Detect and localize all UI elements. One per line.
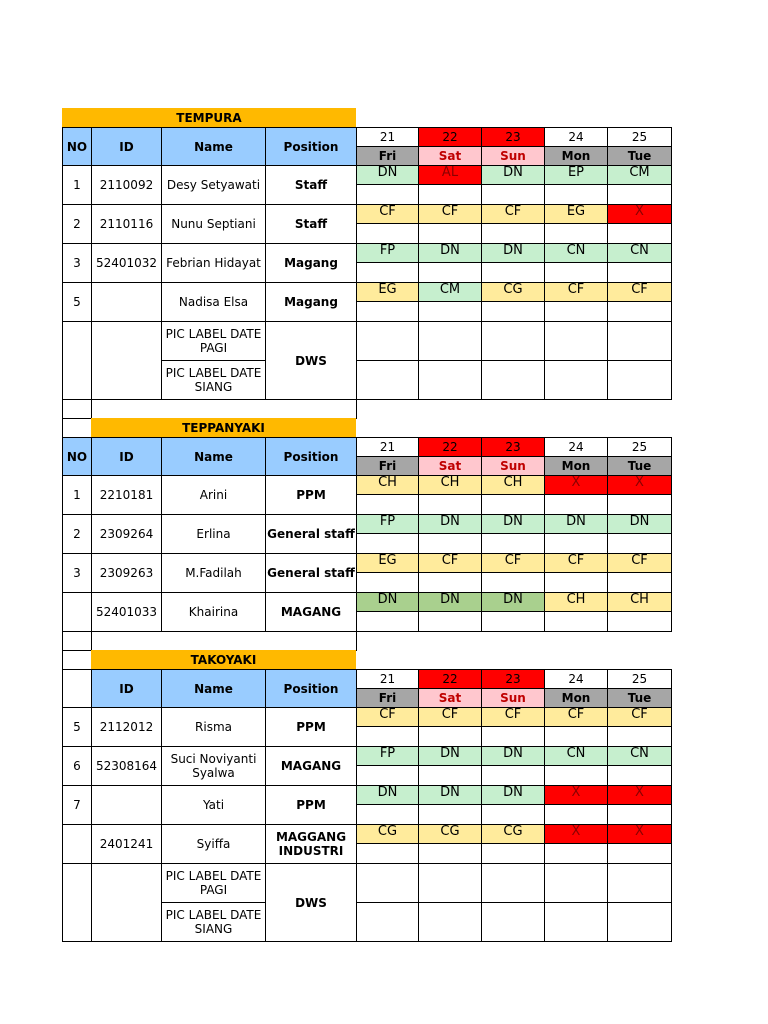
row-no[interactable] — [62, 592, 92, 632]
shift-note-cell[interactable] — [607, 223, 672, 244]
shift-cell[interactable]: CF — [544, 282, 608, 302]
shift-cell[interactable]: CF — [607, 707, 672, 727]
date-22: 22 — [418, 669, 482, 689]
employee-position[interactable]: PPM — [265, 785, 357, 825]
employee-position[interactable]: MAGANG — [265, 746, 357, 786]
shift-note-cell[interactable] — [544, 726, 608, 747]
employee-id[interactable]: 2110092 — [91, 165, 162, 205]
shift-note-cell[interactable] — [418, 494, 482, 515]
employee-name[interactable]: Nunu Septiani — [161, 204, 266, 244]
shift-note-cell[interactable] — [356, 611, 419, 632]
shift-note-cell[interactable] — [544, 804, 608, 825]
employee-position[interactable]: Magang — [265, 282, 357, 322]
empty-cell[interactable] — [62, 418, 92, 438]
shift-note-cell[interactable] — [418, 262, 482, 283]
shift-cell[interactable]: CF — [418, 553, 482, 573]
employee-position[interactable]: Staff — [265, 204, 357, 244]
shift-note-cell[interactable] — [544, 572, 608, 593]
day-sun: Sun — [481, 456, 545, 476]
dws-cell[interactable] — [481, 321, 545, 361]
shift-cell[interactable]: CN — [607, 746, 672, 766]
day-fri: Fri — [356, 456, 419, 476]
employee-name[interactable]: Risma — [161, 707, 266, 747]
employee-id[interactable] — [91, 282, 162, 322]
shift-note-cell[interactable] — [544, 611, 608, 632]
shift-cell[interactable]: DN — [418, 746, 482, 766]
employee-position[interactable]: Magang — [265, 243, 357, 283]
empty-cell[interactable] — [91, 321, 162, 400]
day-sat: Sat — [418, 688, 482, 708]
shift-note-cell[interactable] — [481, 804, 545, 825]
shift-note-cell[interactable] — [356, 223, 419, 244]
date-24: 24 — [544, 437, 608, 457]
day-mon: Mon — [544, 688, 608, 708]
day-tue: Tue — [607, 688, 672, 708]
day-sat: Sat — [418, 456, 482, 476]
dws-cell[interactable] — [418, 360, 482, 400]
dws-cell[interactable] — [607, 902, 672, 942]
shift-note-cell[interactable] — [544, 262, 608, 283]
shift-cell[interactable]: FP — [356, 243, 419, 263]
shift-cell[interactable]: FP — [356, 514, 419, 534]
row-no[interactable]: 5 — [62, 707, 92, 747]
section-title: TAKOYAKI — [91, 650, 356, 669]
employee-id[interactable]: 2309264 — [91, 514, 162, 554]
shift-note-cell[interactable] — [356, 533, 419, 554]
dws-cell[interactable] — [481, 863, 545, 903]
shift-cell[interactable]: CG — [418, 824, 482, 844]
dws-label: DWS — [265, 863, 357, 942]
employee-id[interactable]: 2309263 — [91, 553, 162, 593]
employee-position[interactable]: General staff — [265, 514, 357, 554]
shift-note-cell[interactable] — [418, 301, 482, 322]
shift-cell[interactable]: CM — [418, 282, 482, 302]
name-header: Name — [161, 127, 266, 166]
shift-cell[interactable]: DN — [418, 785, 482, 805]
date-25: 25 — [607, 127, 672, 147]
employee-name[interactable]: Erlina — [161, 514, 266, 554]
shift-cell[interactable]: CF — [418, 204, 482, 224]
day-sun: Sun — [481, 688, 545, 708]
shift-cell[interactable]: CN — [544, 746, 608, 766]
row-no[interactable]: 1 — [62, 475, 92, 515]
date-24: 24 — [544, 127, 608, 147]
shift-cell[interactable]: DN — [481, 243, 545, 263]
empty-cell[interactable] — [62, 650, 92, 670]
employee-id[interactable] — [91, 785, 162, 825]
shift-note-cell[interactable] — [544, 223, 608, 244]
shift-note-cell[interactable] — [607, 572, 672, 593]
day-mon: Mon — [544, 146, 608, 166]
dws-cell[interactable] — [418, 863, 482, 903]
shift-cell[interactable]: CH — [481, 475, 545, 495]
shift-cell[interactable]: DN — [481, 592, 545, 612]
date-23: 23 — [481, 669, 545, 689]
shift-cell[interactable]: EP — [544, 165, 608, 185]
employee-id[interactable]: 2210181 — [91, 475, 162, 515]
shift-cell[interactable]: CF — [607, 282, 672, 302]
empty-cell[interactable] — [62, 631, 92, 651]
shift-note-cell[interactable] — [356, 726, 419, 747]
shift-note-cell[interactable] — [356, 804, 419, 825]
employee-name[interactable]: Syiffa — [161, 824, 266, 864]
shift-note-cell[interactable] — [481, 533, 545, 554]
shift-cell[interactable]: CH — [418, 475, 482, 495]
shift-note-cell[interactable] — [418, 184, 482, 205]
date-25: 25 — [607, 437, 672, 457]
shift-cell[interactable]: X — [544, 475, 608, 495]
employee-position[interactable]: General staff — [265, 553, 357, 593]
empty-cell[interactable] — [62, 399, 92, 419]
shift-note-cell[interactable] — [356, 765, 419, 786]
day-fri: Fri — [356, 146, 419, 166]
shift-cell[interactable]: DN — [418, 514, 482, 534]
row-no[interactable]: 6 — [62, 746, 92, 786]
shift-note-cell[interactable] — [607, 726, 672, 747]
employee-position[interactable]: MAGANG — [265, 592, 357, 632]
day-fri: Fri — [356, 688, 419, 708]
shift-note-cell[interactable] — [418, 804, 482, 825]
date-22: 22 — [418, 437, 482, 457]
employee-name[interactable]: Suci Noviyanti Syalwa — [161, 746, 266, 786]
shift-cell[interactable]: DN — [356, 165, 419, 185]
empty-cell[interactable] — [91, 399, 357, 419]
shift-note-cell[interactable] — [607, 804, 672, 825]
shift-note-cell[interactable] — [418, 572, 482, 593]
shift-cell[interactable]: CH — [356, 475, 419, 495]
dws-cell[interactable] — [544, 902, 608, 942]
shift-note-cell[interactable] — [544, 184, 608, 205]
shift-note-cell[interactable] — [356, 494, 419, 515]
dws-cell[interactable] — [607, 360, 672, 400]
shift-note-cell[interactable] — [481, 184, 545, 205]
shift-note-cell[interactable] — [356, 301, 419, 322]
position-header: Position — [265, 669, 357, 708]
dws-label: DWS — [265, 321, 357, 400]
employee-position[interactable]: PPM — [265, 475, 357, 515]
shift-note-cell[interactable] — [481, 765, 545, 786]
shift-cell[interactable]: CF — [544, 707, 608, 727]
shift-cell[interactable]: DN — [607, 514, 672, 534]
shift-cell[interactable]: DN — [544, 514, 608, 534]
employee-name[interactable]: Nadisa Elsa — [161, 282, 266, 322]
section-title: TEPPANYAKI — [91, 418, 356, 437]
empty-cell[interactable] — [62, 321, 92, 400]
shift-note-cell[interactable] — [481, 301, 545, 322]
shift-note-cell[interactable] — [418, 726, 482, 747]
shift-cell[interactable]: CF — [481, 553, 545, 573]
shift-cell[interactable]: DN — [481, 165, 545, 185]
pic-label-siang[interactable]: PIC LABEL DATE SIANG — [161, 360, 266, 400]
row-no[interactable]: 1 — [62, 165, 92, 205]
dws-cell[interactable] — [418, 321, 482, 361]
shift-note-cell[interactable] — [356, 843, 419, 864]
employee-position[interactable]: PPM — [265, 707, 357, 747]
employee-id[interactable]: 2112012 — [91, 707, 162, 747]
row-no[interactable]: 3 — [62, 243, 92, 283]
shift-cell[interactable]: FP — [356, 746, 419, 766]
date-22: 22 — [418, 127, 482, 147]
shift-note-cell[interactable] — [481, 726, 545, 747]
shift-note-cell[interactable] — [418, 765, 482, 786]
shift-cell[interactable]: X — [607, 475, 672, 495]
employee-id[interactable]: 52401032 — [91, 243, 162, 283]
id-header: ID — [91, 437, 162, 476]
shift-cell[interactable]: X — [607, 785, 672, 805]
shift-cell[interactable]: CF — [607, 553, 672, 573]
shift-cell[interactable]: X — [544, 824, 608, 844]
shift-note-cell[interactable] — [356, 262, 419, 283]
shift-cell[interactable]: CM — [607, 165, 672, 185]
employee-position[interactable]: MAGGANG INDUSTRI — [265, 824, 357, 864]
position-header: Position — [265, 127, 357, 166]
shift-cell[interactable]: CF — [544, 553, 608, 573]
employee-id[interactable]: 2110116 — [91, 204, 162, 244]
shift-cell[interactable]: CG — [356, 824, 419, 844]
shift-cell[interactable]: DN — [481, 746, 545, 766]
dws-cell[interactable] — [544, 360, 608, 400]
shift-note-cell[interactable] — [544, 494, 608, 515]
employee-name[interactable]: Desy Setyawati — [161, 165, 266, 205]
name-header: Name — [161, 669, 266, 708]
shift-cell[interactable]: CH — [607, 592, 672, 612]
dws-cell[interactable] — [607, 863, 672, 903]
employee-name[interactable]: Khairina — [161, 592, 266, 632]
day-tue: Tue — [607, 456, 672, 476]
date-21: 21 — [356, 669, 419, 689]
date-21: 21 — [356, 437, 419, 457]
employee-id[interactable]: 52308164 — [91, 746, 162, 786]
shift-note-cell[interactable] — [481, 611, 545, 632]
dws-cell[interactable] — [418, 902, 482, 942]
dws-cell[interactable] — [544, 863, 608, 903]
shift-note-cell[interactable] — [607, 765, 672, 786]
shift-note-cell[interactable] — [607, 301, 672, 322]
dws-cell[interactable] — [356, 321, 419, 361]
shift-note-cell[interactable] — [544, 533, 608, 554]
row-no[interactable] — [62, 824, 92, 864]
date-24: 24 — [544, 669, 608, 689]
dws-cell[interactable] — [356, 863, 419, 903]
empty-cell[interactable] — [91, 631, 357, 651]
shift-note-cell[interactable] — [544, 843, 608, 864]
no-header — [62, 669, 92, 708]
shift-note-cell[interactable] — [418, 843, 482, 864]
shift-cell[interactable]: EG — [356, 282, 419, 302]
shift-cell[interactable]: CG — [481, 824, 545, 844]
shift-note-cell[interactable] — [607, 843, 672, 864]
date-23: 23 — [481, 437, 545, 457]
dws-cell[interactable] — [481, 360, 545, 400]
shift-cell[interactable]: CF — [481, 204, 545, 224]
shift-cell[interactable]: CG — [481, 282, 545, 302]
shift-cell[interactable]: CF — [418, 707, 482, 727]
row-no[interactable]: 2 — [62, 514, 92, 554]
id-header: ID — [91, 669, 162, 708]
shift-note-cell[interactable] — [481, 572, 545, 593]
shift-cell[interactable]: DN — [418, 243, 482, 263]
shift-cell[interactable]: DN — [356, 592, 419, 612]
date-21: 21 — [356, 127, 419, 147]
shift-note-cell[interactable] — [356, 572, 419, 593]
no-header: NO — [62, 127, 92, 166]
shift-note-cell[interactable] — [481, 223, 545, 244]
row-no[interactable]: 2 — [62, 204, 92, 244]
id-header: ID — [91, 127, 162, 166]
shift-note-cell[interactable] — [544, 765, 608, 786]
shift-cell[interactable]: EG — [544, 204, 608, 224]
row-no[interactable]: 7 — [62, 785, 92, 825]
day-sat: Sat — [418, 146, 482, 166]
shift-cell[interactable]: DN — [481, 785, 545, 805]
row-no[interactable]: 5 — [62, 282, 92, 322]
shift-cell[interactable]: EG — [356, 553, 419, 573]
section-title: TEMPURA — [62, 108, 356, 127]
shift-cell[interactable]: DN — [418, 592, 482, 612]
dws-cell[interactable] — [544, 321, 608, 361]
shift-note-cell[interactable] — [356, 184, 419, 205]
empty-cell[interactable] — [91, 863, 162, 942]
employee-name[interactable]: Yati — [161, 785, 266, 825]
shift-note-cell[interactable] — [544, 301, 608, 322]
date-23: 23 — [481, 127, 545, 147]
shift-note-cell[interactable] — [607, 262, 672, 283]
schedule-sheet — [62, 108, 671, 941]
shift-cell[interactable]: X — [607, 824, 672, 844]
day-tue: Tue — [607, 146, 672, 166]
shift-cell[interactable]: CH — [544, 592, 608, 612]
employee-name[interactable]: M.Fadilah — [161, 553, 266, 593]
shift-cell[interactable]: DN — [481, 514, 545, 534]
row-no[interactable]: 3 — [62, 553, 92, 593]
shift-cell[interactable]: AL — [418, 165, 482, 185]
employee-id[interactable]: 52401033 — [91, 592, 162, 632]
shift-cell[interactable]: CF — [356, 204, 419, 224]
shift-note-cell[interactable] — [481, 262, 545, 283]
pic-label-pagi[interactable]: PIC LABEL DATE PAGI — [161, 863, 266, 903]
dws-cell[interactable] — [356, 902, 419, 942]
position-header: Position — [265, 437, 357, 476]
day-sun: Sun — [481, 146, 545, 166]
pic-label-pagi[interactable]: PIC LABEL DATE PAGI — [161, 321, 266, 361]
dws-cell[interactable] — [481, 902, 545, 942]
shift-note-cell[interactable] — [418, 611, 482, 632]
shift-note-cell[interactable] — [481, 494, 545, 515]
no-header: NO — [62, 437, 92, 476]
employee-name[interactable]: Febrian Hidayat — [161, 243, 266, 283]
employee-name[interactable]: Arini — [161, 475, 266, 515]
dws-cell[interactable] — [607, 321, 672, 361]
shift-note-cell[interactable] — [607, 611, 672, 632]
shift-cell[interactable]: CF — [356, 707, 419, 727]
employee-id[interactable]: 2401241 — [91, 824, 162, 864]
empty-cell[interactable] — [62, 863, 92, 942]
shift-note-cell[interactable] — [607, 533, 672, 554]
shift-note-cell[interactable] — [418, 533, 482, 554]
shift-cell[interactable]: CF — [481, 707, 545, 727]
shift-note-cell[interactable] — [607, 494, 672, 515]
shift-cell[interactable]: X — [544, 785, 608, 805]
shift-cell[interactable]: X — [607, 204, 672, 224]
shift-note-cell[interactable] — [481, 843, 545, 864]
day-mon: Mon — [544, 456, 608, 476]
shift-cell[interactable]: CN — [544, 243, 608, 263]
shift-note-cell[interactable] — [418, 223, 482, 244]
shift-note-cell[interactable] — [607, 184, 672, 205]
shift-cell[interactable]: DN — [356, 785, 419, 805]
date-25: 25 — [607, 669, 672, 689]
pic-label-siang[interactable]: PIC LABEL DATE SIANG — [161, 902, 266, 942]
dws-cell[interactable] — [356, 360, 419, 400]
employee-position[interactable]: Staff — [265, 165, 357, 205]
name-header: Name — [161, 437, 266, 476]
shift-cell[interactable]: CN — [607, 243, 672, 263]
